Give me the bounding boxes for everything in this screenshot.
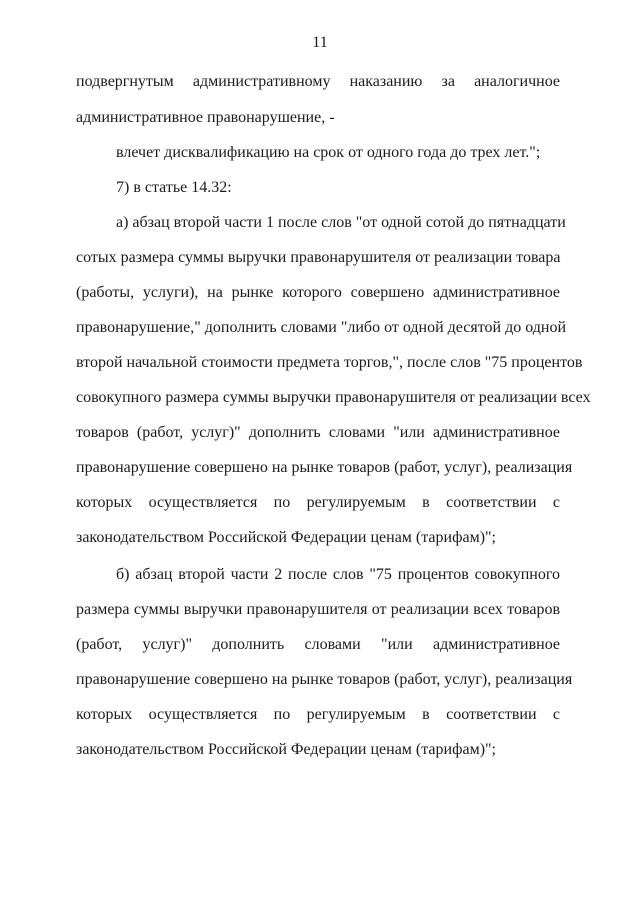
text-line: которых осуществляется по регулируемым в соответствии с — [76, 494, 560, 511]
text-line: 7) в статье 14.32: — [116, 179, 232, 196]
text-line: товаров (работ, услуг)" дополнить словами "или административное — [76, 424, 560, 441]
text-line: правонарушение совершено на рынке товаров (работ, услуг), реализация — [76, 459, 573, 476]
text-line: а) абзац второй части 1 после слов "от одной сотой до пятнадцати — [116, 214, 566, 231]
text-line: (работы, услуги), на рынке которого совершено административное — [76, 284, 560, 301]
text-line: административное правонарушение, - — [76, 109, 335, 126]
text-line: законодательством Российской Федерации ценам (тарифам)"; — [76, 741, 496, 758]
text-line: законодательством Российской Федерации ценам (тарифам)"; — [76, 529, 496, 546]
text-line: размера суммы выручки правонарушителя от реализации всех товаров — [76, 601, 560, 618]
text-line: второй начальной стоимости предмета торгов,", после слов "75 процентов — [76, 354, 583, 371]
text-line: совокупного размера суммы выручки правонарушителя от реализации всех — [76, 389, 591, 406]
text-line: сотых размера суммы выручки правонарушителя от реализации товара — [76, 249, 561, 266]
text-line: подвергнутым административному наказанию за аналогичное — [76, 73, 560, 90]
text-line: правонарушение совершено на рынке товаров (работ, услуг), реализация — [76, 671, 573, 688]
page-number: 11 — [312, 34, 328, 51]
text-line: б) абзац второй части 2 после слов "75 процентов совокупного — [116, 566, 560, 583]
text-line: которых осуществляется по регулируемым в соответствии с — [76, 706, 560, 723]
text-line: влечет дисквалификацию на срок от одного года до трех лет."; — [116, 144, 541, 161]
text-line: (работ, услуг)" дополнить словами "или административное — [76, 636, 560, 653]
text-line: правонарушение," дополнить словами "либо от одной десятой до одной — [76, 319, 567, 336]
